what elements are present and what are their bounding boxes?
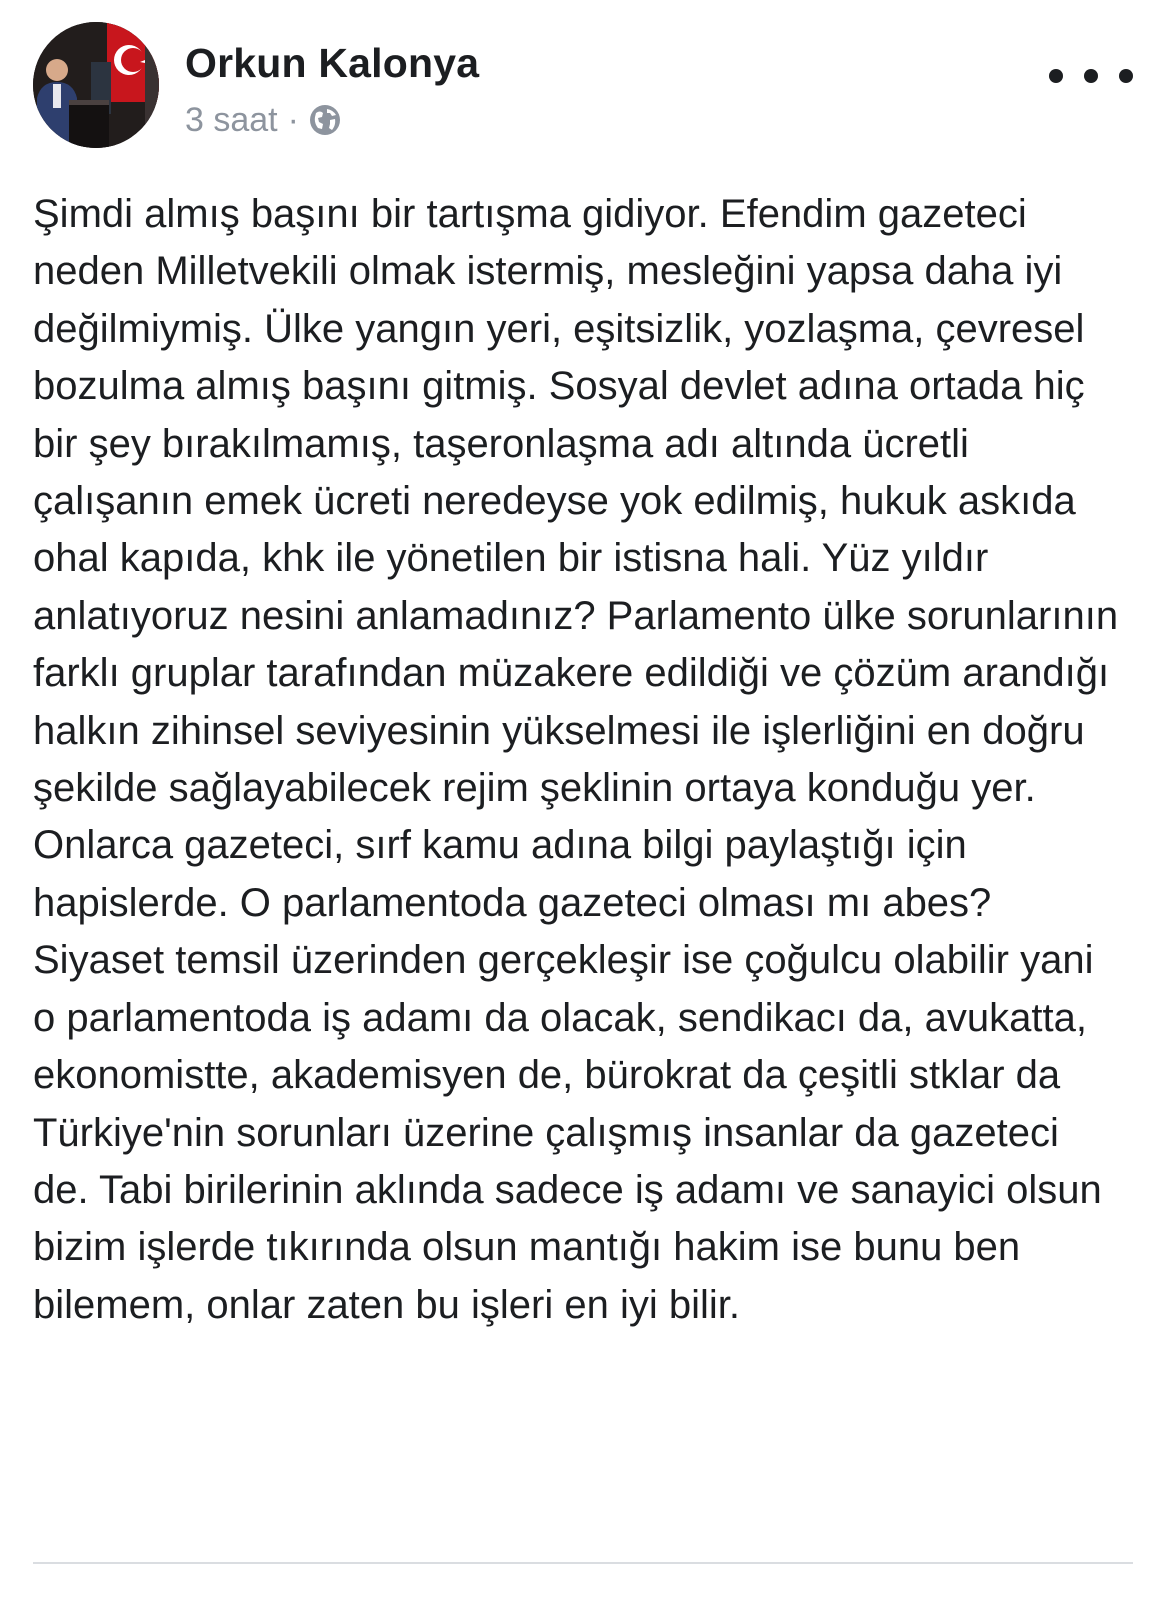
author-name[interactable]: Orkun Kalonya <box>185 40 480 86</box>
meta-separator: · <box>287 100 299 139</box>
post-timestamp[interactable]: 3 saat <box>185 100 278 139</box>
avatar[interactable] <box>33 22 159 148</box>
more-options-button[interactable] <box>1049 56 1133 96</box>
more-options-dot <box>1119 69 1133 83</box>
globe-icon[interactable] <box>309 104 341 136</box>
post-header <box>33 22 1133 150</box>
divider <box>33 1562 1133 1564</box>
more-options-dot <box>1084 69 1098 83</box>
avatar-photo <box>33 22 159 148</box>
post-meta <box>185 98 341 142</box>
post-text: Şimdi almış başını bir tartışma gidiyor. Efendim gazeteci neden Milletvekili olmak istermiş, mesleğini yapsa daha iyi değilmiymiş. Ülke yangın yeri, eşitsizlik, yozlaşma, çevresel bozulma almış başını gitmiş. Sosyal devlet adına ortada hiç bir şey bırakılmamış, taşeronlaşma adı altında ücretli çalışanın emek ücreti neredeyse yok edilmiş, hukuk askıda ohal kapıda, khk ile yönetilen bir istisna hali. Yüz yıldır anlatıyoruz nesini anlamadınız? Parlamento ülke sorunlarının farklı gruplar tarafından müzakere edildiği ve çözüm arandığı halkın zihinsel seviyesinin yükselmesi ile işlerliğini en doğru şekilde sağlayabilecek rejim şeklinin ortaya konduğu yer. Onlarca gazeteci, sırf kamu adına bilgi paylaştığı için hapislerde. O parlamentoda gazeteci olması mı abes? Siyaset temsil üzerinden gerçekleşir ise çoğulcu olabilir yani o parlamentoda iş adamı da olacak, sendikacı da, avukatta, ekonomistte, akademisyen de, bürokrat da çeşitli stklar da Türkiye'nin sorunları üzerine çalışmış insanlar da gazeteci de. Tabi birilerinin aklında sadece iş adamı ve sanayici olsun bizim işlerde tıkırında olsun mantığı hakim ise bunu ben bilemem, onlar zaten bu işleri en iyi bilir. <box>33 192 1119 1327</box>
more-options-dot <box>1049 69 1063 83</box>
